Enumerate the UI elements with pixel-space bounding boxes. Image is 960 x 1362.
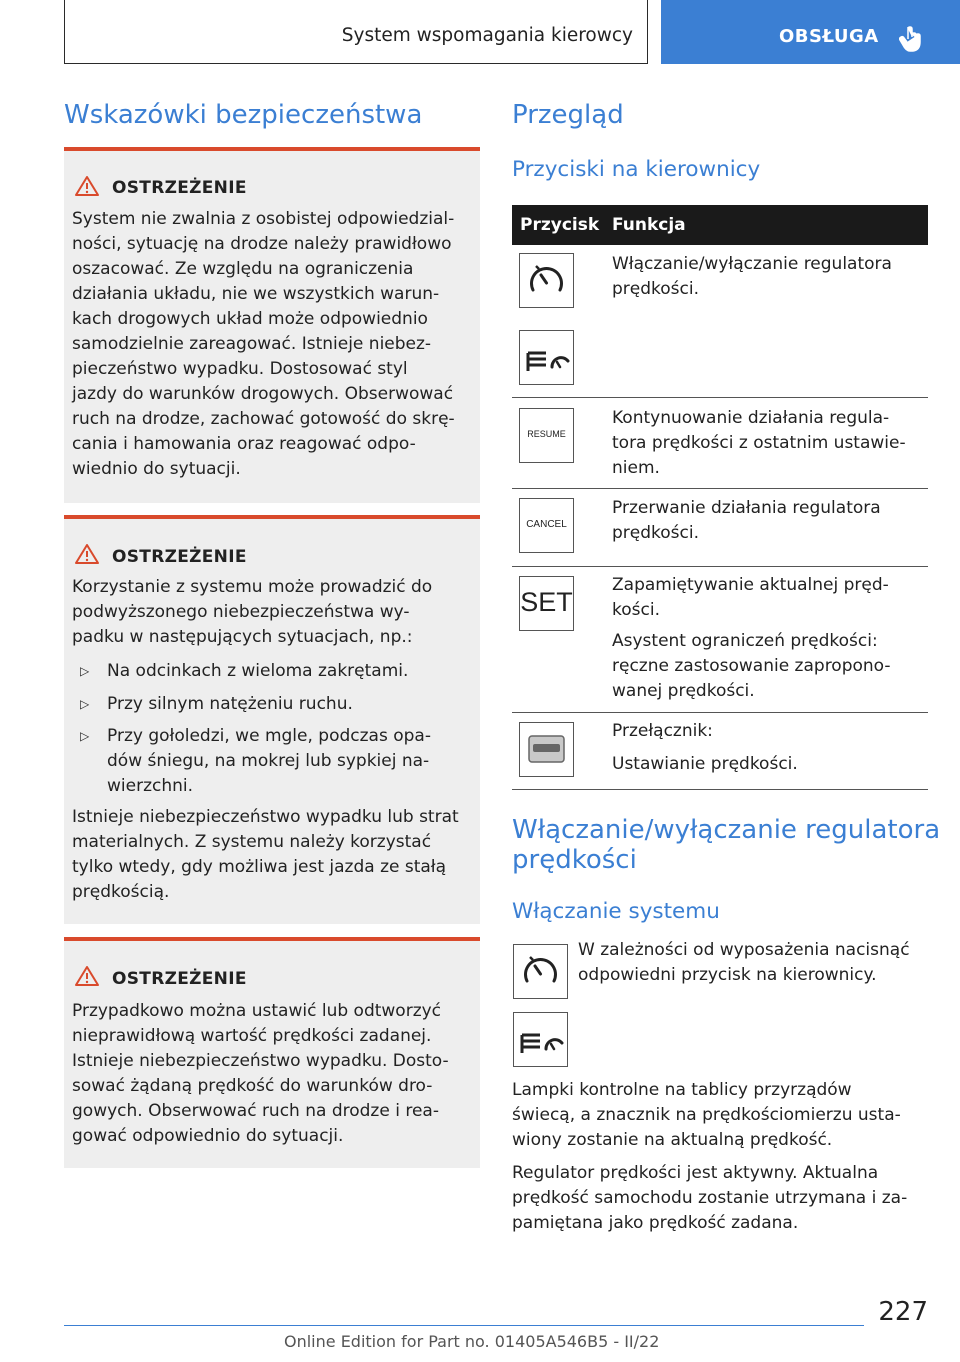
- warning-label: OSTRZEŻENIE: [112, 178, 247, 198]
- warning-triangle-icon: [74, 965, 100, 987]
- warning-box-3: [64, 937, 480, 1168]
- warning-text: Przypadkowo można ustawić lub odtworzyć nieprawidłową wartość prędkości zadanej. Istnieje niebezpieczeństwo wypadku. Dosto- sować żądaną prędkość do warunków dro- gowych. Obserwować ruch na drodze i rea- gować odpowiednio do sytuacji.: [72, 1001, 449, 1146]
- header-chapter-title: OBSŁUGA: [779, 26, 879, 47]
- function-text-2: Ustawianie prędkości.: [612, 754, 798, 774]
- col-header-function: Funkcja: [612, 215, 686, 235]
- cruise-control-icon: [519, 253, 574, 308]
- header-section-box: [64, 0, 648, 64]
- table-row-divider: [512, 789, 928, 790]
- warning-text: System nie zwalnia z osobistej odpowiedzial- ności, sytuację na drodze należy prawidłowo oszacować. Ze względu na ograniczenia działania układu, nie we wszystkich warun- kach drogowych układ może odpowiednio samodzielnie zareagować. Istnieje niebez- pieczeństwo wypadku. Dostosować styl jazdy do warunków drogowych. Obserwować ruch na drodze, zachować gotowość do skrę- cania i hamowania oraz reagować odpo- wiednio do sytuacji.: [72, 209, 455, 479]
- section-title: Włączanie/wyłączanie regulatora prędkości: [512, 815, 941, 875]
- function-text: Przełącznik:: [612, 721, 713, 741]
- function-text: Kontynuowanie działania regula- tora prędkości z ostatnim ustawie- niem.: [612, 408, 906, 478]
- resume-button-icon: RESUME: [519, 408, 574, 463]
- paragraph: Regulator prędkości jest aktywny. Aktualna prędkość samochodu zostanie utrzymana i za- pamiętana jako prędkość zadana.: [512, 1163, 908, 1233]
- footer-divider: [64, 1325, 864, 1326]
- warning-intro: Korzystanie z systemu może prowadzić do podwyższonego niebezpieczeństwa wy- padku w następujących sytuacjach, np.:: [72, 577, 433, 647]
- acc-distance-icon: [519, 330, 574, 385]
- safety-title: Wskazówki bezpieczeństwa: [64, 100, 423, 130]
- acc-distance-icon: [513, 1012, 568, 1067]
- header-section-title: System wspomagania kierowcy: [341, 25, 633, 46]
- overview-title: Przegląd: [512, 100, 624, 130]
- warning-box-2: OSTRZEŻENIE Korzystanie z systemu może prowadzić do podwyższonego niebezpieczeństwa wy- padku w następujących sytuacjach, np.: ▷ Na odcinkach z wieloma zakrętami. ▷ Przy silnym natężeniu ruchu. ▷ Przy gołoledzi, we mgle, podczas opa- dów śniegu, na mokrej lub sypkiej na- wierzchni. Istnieje niebezpieczeństwo wypadku lub strat materialnych. Z systemu należy korzystać tylko wtedy, gdy możliwa jest jazda ze stałą prędkością.: [64, 515, 480, 924]
- footer-edition: Online Edition for Part no. 01405A546B5 - II/22: [284, 1332, 660, 1351]
- warning-outro: Istnieje niebezpieczeństwo wypadku lub strat materialnych. Z systemu należy korzystać tylko wtedy, gdy możliwa jest jazda ze stałą prędkością.: [72, 807, 459, 902]
- hand-pointer-icon: [899, 25, 925, 53]
- col-header-button: Przycisk: [520, 215, 600, 235]
- warning-label: OSTRZEŻENIE: [112, 969, 247, 989]
- cancel-button-icon: CANCEL: [519, 498, 574, 553]
- warning-triangle-icon: [74, 543, 100, 565]
- table-row-divider: [512, 397, 928, 398]
- function-text-2: Asystent ograniczeń prędkości: ręczne zastosowanie zapropono- wanej prędkości.: [612, 631, 891, 701]
- function-text: Zapamiętywanie aktualnej pręd- kości.: [612, 575, 889, 620]
- warning-label: OSTRZEŻENIE: [112, 547, 247, 567]
- table-row-divider: [512, 488, 928, 489]
- paragraph: Lampki kontrolne na tablicy przyrządów świecą, a znacznik na prędkościomierzu usta- wiony zostanie na aktualną prędkość.: [512, 1080, 901, 1150]
- header-chapter-tab: [661, 0, 960, 64]
- warning-box-1: [64, 147, 480, 503]
- steering-buttons-subtitle: Przyciski na kierownicy: [512, 157, 761, 182]
- enable-system-subtitle: Włączanie systemu: [512, 899, 720, 924]
- table-header: [512, 205, 928, 245]
- enable-intro-text: W zależności od wyposażenia nacisnąć odpowiedni przycisk na kierownicy.: [578, 940, 910, 985]
- function-text: Włączanie/wyłączanie regulatora prędkości.: [612, 254, 892, 299]
- table-row-divider: [512, 712, 928, 713]
- warning-triangle-icon: [74, 175, 100, 197]
- table-row-divider: [512, 566, 928, 567]
- rocker-switch-icon: [519, 722, 574, 777]
- page-number: 227: [878, 1297, 928, 1327]
- set-button-icon: SET: [519, 576, 574, 631]
- function-text: Przerwanie działania regulatora prędkości.: [612, 498, 881, 543]
- cruise-control-icon: [513, 944, 568, 999]
